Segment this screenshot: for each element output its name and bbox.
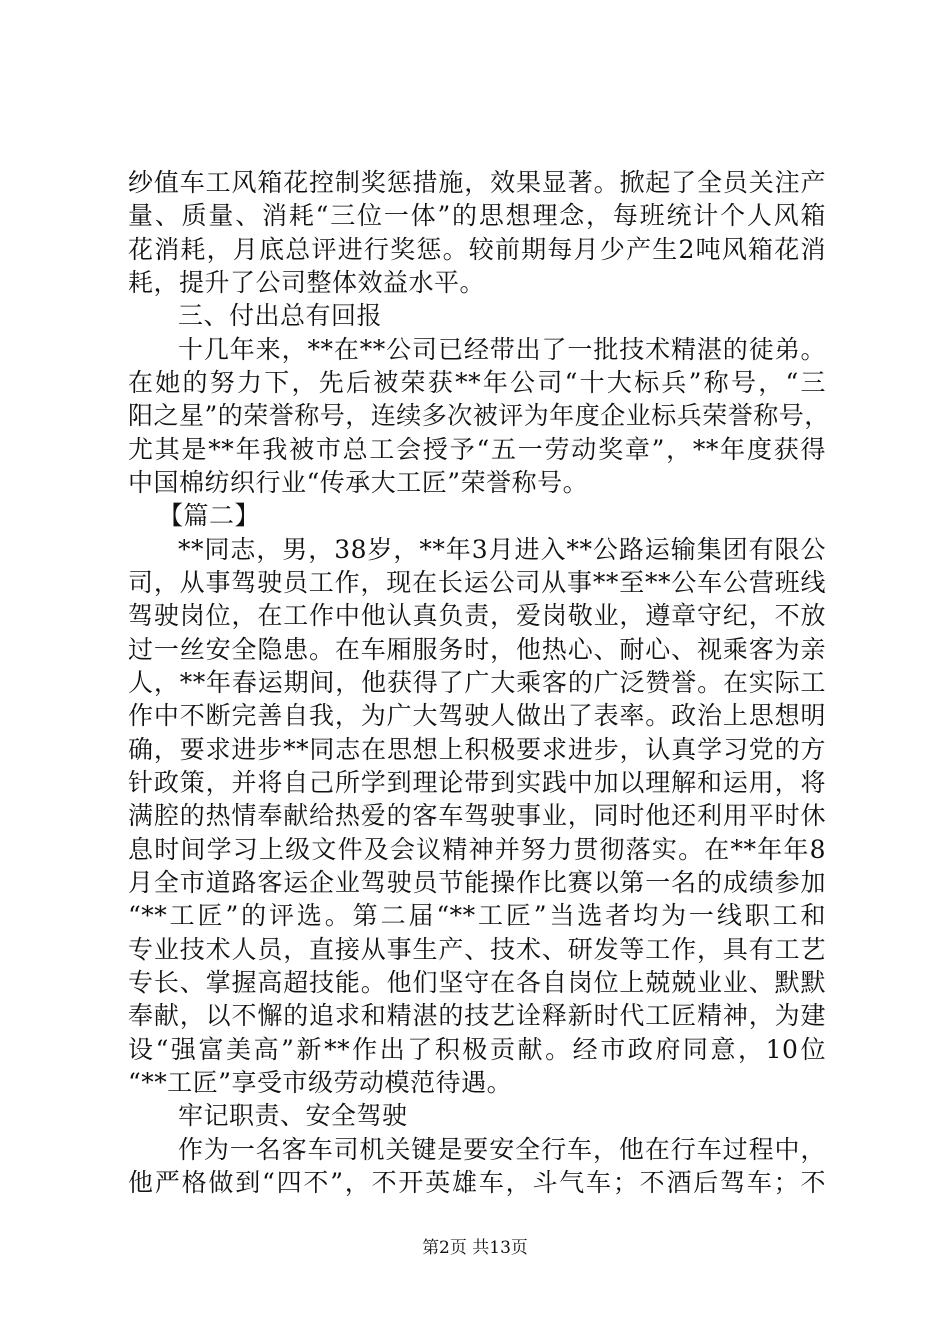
paragraph-line: **同志，男，38岁，**年3月进入**公路运输集团有限公 <box>178 535 826 564</box>
section-heading: 三、付出总有回报 <box>178 301 383 330</box>
paragraph-line: 他严格做到“四不”，不开英雄车，斗气车；不酒后驾车；不 <box>128 1168 826 1197</box>
paragraph-line: 作为一名客车司机关键是要安全行车，他在行车过程中， <box>178 1135 826 1164</box>
paragraph-line: 司，从事驾驶员工作，现在长运公司从事**至**公车公营班线 <box>128 568 826 597</box>
paragraph-line: 息时间学习上级文件及会议精神并努力贯彻落实。在**年年8 <box>128 835 826 864</box>
paragraph-line: 作中不断完善自我，为广大驾驶人做出了表率。政治上思想明 <box>128 701 826 730</box>
page-indicator: 第2页 共13页 <box>422 1238 528 1258</box>
paragraph-line: 耗，提升了公司整体效益水平。 <box>128 268 486 297</box>
paragraph-line: 纱值车工风箱花控制奖惩措施，效果显著。掀起了全员关注产 <box>128 168 826 197</box>
paragraph-line: 花消耗，月底总评进行奖惩。较前期每月少产生2吨风箱花消 <box>128 235 826 264</box>
paragraph-line: “**工匠”享受市级劳动模范待遇。 <box>128 1068 513 1097</box>
page-footer <box>0 1236 950 1260</box>
paragraph-line: 在她的努力下，先后被荣获**年公司“十大标兵”称号，“三 <box>128 368 826 397</box>
paragraph-line: 专长、掌握高超技能。他们坚守在各自岗位上兢兢业业、默默 <box>128 968 826 997</box>
paragraph-line: 设“强富美高”新**作出了积极贡献。经市政府同意，10位 <box>128 1035 826 1064</box>
paragraph-line: 驾驶岗位，在工作中他认真负责，爱岗敬业，遵章守纪，不放 <box>128 601 826 630</box>
paragraph-line: “**工匠”的评选。第二届“**工匠”当选者均为一线职工和 <box>128 901 826 930</box>
section-heading: 【篇二】 <box>158 501 261 530</box>
paragraph-line: 奉献，以不懈的追求和精湛的技艺诠释新时代工匠精神，为建 <box>128 1001 826 1030</box>
paragraph-line: 专业技术人员，直接从事生产、技术、研发等工作，具有工艺 <box>128 935 826 964</box>
paragraph-line: 过一丝安全隐患。在车厢服务时，他热心、耐心、视乘客为亲 <box>128 635 826 664</box>
paragraph-line: 阳之星”的荣誉称号，连续多次被评为年度企业标兵荣誉称号， <box>128 401 830 430</box>
paragraph-line: 人，**年春运期间，他获得了广大乘客的广泛赞誉。在实际工 <box>128 668 826 697</box>
paragraph-line: 满腔的热情奉献给热爱的客车驾驶事业，同时他还利用平时休 <box>128 801 826 830</box>
paragraph-line: 针政策，并将自己所学到理论带到实践中加以理解和运用，将 <box>128 768 826 797</box>
paragraph-line: 尤其是**年我被市总工会授予“五一劳动奖章”，**年度获得 <box>128 435 826 464</box>
section-heading: 牢记职责、安全驾驶 <box>178 1101 408 1130</box>
paragraph-line: 月全市道路客运企业驾驶员节能操作比赛以第一名的成绩参加 <box>128 868 826 897</box>
paragraph-line: 确，要求进步**同志在思想上积极要求进步，认真学习党的方 <box>128 735 826 764</box>
paragraph-line: 十几年来，**在**公司已经带出了一批技术精湛的徒弟。 <box>178 335 826 364</box>
paragraph-line: 量、质量、消耗“三位一体”的思想理念，每班统计个人风箱 <box>128 201 826 230</box>
paragraph-line: 中国棉纺织行业“传承大工匠”荣誉称号。 <box>128 468 589 497</box>
